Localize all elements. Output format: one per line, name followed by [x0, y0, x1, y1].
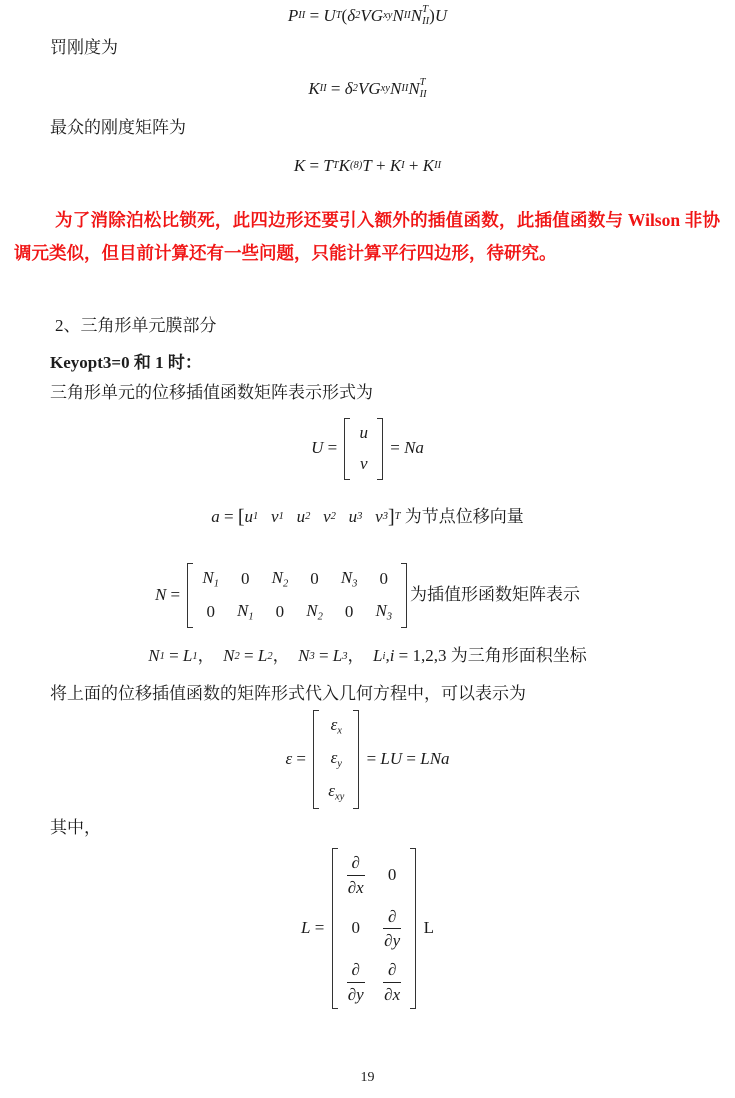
math-token: v: [359, 453, 368, 473]
math-token: T: [332, 160, 339, 172]
math-token: K: [338, 155, 350, 175]
matrix-cell: [374, 955, 410, 1009]
math-token: U: [323, 5, 336, 25]
matrix-cell: [319, 776, 353, 809]
math-token: ∂: [351, 853, 360, 873]
math-token: N: [237, 600, 249, 620]
math-token: +: [371, 155, 390, 175]
math-token: N: [298, 646, 310, 666]
formula-n-shape-function: [0, 563, 735, 629]
matrix-row: [350, 418, 377, 449]
math-token: II: [434, 160, 442, 172]
math-token: ，: [197, 646, 224, 666]
math-token: II: [401, 82, 409, 94]
matrix-cell: [350, 449, 377, 480]
math-token: v: [375, 506, 383, 526]
math-token: 2: [355, 10, 361, 21]
math-token: 1: [213, 578, 219, 590]
para-substitute-geometry: 将上面的位移插值函数的矩阵形式代入几何方程中，可以表示为: [50, 684, 526, 704]
math-token: =: [219, 506, 238, 526]
math-token: P: [287, 5, 299, 25]
math-token: 1: [192, 650, 198, 662]
matrix-row: [319, 743, 353, 776]
math-token: 1: [253, 510, 259, 522]
math-token: I: [401, 160, 405, 172]
math-token: =: [305, 155, 324, 175]
math-token: L: [419, 918, 434, 938]
matrix-row: [338, 848, 411, 902]
matrix-cell: [338, 902, 374, 956]
math-token: [347, 959, 365, 1005]
bracket-right: [353, 710, 359, 809]
math-token: 1: [278, 510, 284, 522]
math-token: 3: [357, 510, 363, 522]
math-token: =: [402, 748, 421, 768]
math-token: [336, 506, 349, 529]
math-token: U: [434, 5, 448, 25]
matrix-cell: [228, 596, 263, 629]
math-token: xy: [380, 82, 390, 94]
math-token: =: [362, 748, 381, 768]
math-token: 2: [352, 82, 358, 94]
matrix-cell: [338, 955, 374, 1009]
math-token: LNa: [420, 748, 450, 768]
math-token: i: [389, 646, 395, 666]
math-token: 3: [342, 650, 348, 662]
math-token: K: [389, 155, 402, 175]
math-token: N: [392, 5, 404, 25]
math-token: 2: [305, 510, 311, 522]
para-interp-intro: 三角形单元的位移插值函数矩阵表示形式为: [50, 383, 373, 402]
math-token: 2: [282, 578, 289, 590]
math-token: 0: [206, 601, 215, 621]
matrix-cell: [319, 743, 353, 776]
math-token: δ: [344, 78, 353, 98]
math-token: ε: [328, 780, 335, 800]
math-token: =: [385, 438, 405, 458]
math-token: [362, 506, 375, 529]
math-token: =: [323, 438, 342, 458]
section-heading-triangle-membrane: 2、三角形单元膜部分: [55, 315, 217, 335]
l-eq-right: [419, 917, 434, 940]
l-matrix-body: [338, 848, 411, 1009]
math-token: [347, 852, 365, 898]
math-token: 3: [352, 578, 358, 590]
math-token: Na: [404, 438, 424, 458]
bracket-right: [401, 563, 407, 629]
math-token: ∂: [387, 906, 397, 926]
math-token: K: [293, 155, 306, 175]
math-token: T: [335, 10, 342, 21]
math-token: N: [389, 78, 402, 98]
matrix-cell: [297, 596, 332, 629]
uv-matrix: [344, 418, 383, 480]
math-token: ∂y: [384, 931, 401, 951]
math-token: =: [305, 5, 324, 25]
math-token: 为插值形函数矩阵表示: [410, 585, 581, 605]
math-token: 0: [387, 864, 397, 884]
para-final-stiffness: 最众的刚度矩阵为: [50, 118, 186, 138]
math-token: ，: [347, 646, 374, 666]
matrix-cell: [193, 596, 228, 629]
red-note-paragraph: 为了消除泊松比锁死，此四边形还要引入额外的插值函数，此插值函数与 Wilson 非协调元类似，但目前计算还有一些问题，只能计算平行四边形，待研究。: [14, 209, 720, 263]
math-token: ∂: [387, 960, 397, 980]
u-eq-left: [311, 437, 341, 460]
math-token: T: [362, 155, 372, 175]
math-token: N: [223, 646, 235, 666]
math-token: 0: [344, 601, 354, 621]
math-token: L: [182, 646, 193, 666]
math-token: xy: [334, 791, 345, 803]
math-token: VG: [360, 5, 384, 25]
math-token: N: [375, 600, 387, 620]
math-token: T II: [419, 76, 427, 101]
bracket-right: [377, 418, 383, 480]
math-token: ]: [387, 505, 395, 528]
math-token: 1: [159, 650, 165, 662]
matrix-cell: [263, 596, 298, 629]
formula-a-node-displacement: [0, 504, 735, 531]
math-token: +: [404, 155, 423, 175]
math-token: U: [311, 438, 324, 458]
n-eq-caption: [410, 584, 580, 607]
math-token: = 1,2,3: [394, 646, 447, 666]
matrix-row: [350, 449, 377, 480]
math-token: 为节点位移向量: [400, 506, 524, 526]
keyopt-heading: Keyopt3=0 和 1 时：: [50, 353, 202, 373]
math-token: 2: [234, 650, 240, 662]
formula-k-total: [0, 155, 735, 178]
formula-strain: [0, 710, 735, 809]
para-among: 其中，: [50, 817, 101, 837]
math-token: T II: [422, 4, 430, 28]
matrix-row: [319, 776, 353, 809]
matrix-cell: [193, 563, 228, 596]
math-token: v: [271, 506, 279, 526]
math-token: L: [373, 646, 383, 666]
math-token: II: [403, 10, 411, 21]
uv-matrix-body: [350, 418, 377, 480]
matrix-row: [193, 596, 401, 629]
page-number: 19: [360, 1070, 375, 1085]
l-matrix: [332, 848, 417, 1009]
math-token: N: [408, 78, 420, 98]
math-token: =: [292, 748, 311, 768]
math-token: ∂x: [347, 877, 364, 897]
matrix-cell: [374, 848, 410, 902]
math-token: T: [323, 155, 333, 175]
math-token: u: [359, 422, 368, 442]
math-token: ∂: [351, 960, 360, 980]
math-token: =: [239, 646, 258, 666]
matrix-cell: [338, 848, 374, 902]
math-token: T: [394, 510, 401, 522]
matrix-cell: [332, 563, 367, 596]
eps-eq-left: [285, 748, 310, 771]
math-token: ε: [330, 747, 338, 767]
math-token: u: [348, 506, 358, 526]
formula-l-operator: [0, 848, 735, 1009]
math-token: =: [310, 918, 329, 938]
matrix-cell: [374, 902, 410, 956]
math-token: xy: [383, 10, 393, 21]
math-token: N: [154, 585, 167, 605]
math-token: [310, 506, 323, 529]
math-token: [: [237, 505, 245, 528]
math-token: VG: [357, 78, 381, 98]
math-token: ∂x: [384, 984, 401, 1004]
formula-pII: [0, 4, 735, 28]
math-token: [383, 959, 401, 1005]
math-token: II: [319, 82, 327, 94]
math-token: N: [306, 600, 318, 620]
math-token: =: [164, 646, 183, 666]
matrix-row: [193, 563, 401, 596]
math-token: 1: [248, 611, 254, 623]
math-token: (8): [349, 160, 363, 172]
u-eq-right: [386, 437, 424, 460]
matrix-cell: [319, 710, 353, 743]
n-matrix-body: [193, 563, 401, 629]
eps-eq-right: [362, 748, 449, 771]
matrix-row: [338, 902, 411, 956]
bracket-right: [410, 848, 416, 1009]
matrix-cell: [366, 563, 401, 596]
strain-matrix: [313, 710, 359, 809]
math-token: =: [314, 646, 333, 666]
math-token: x: [337, 725, 342, 737]
math-token: L: [332, 646, 343, 666]
math-token: u: [244, 506, 253, 526]
matrix-cell: [297, 563, 332, 596]
math-token: ，: [272, 646, 299, 666]
math-token: 0: [275, 601, 285, 621]
math-token: =: [166, 585, 185, 605]
math-token: ε: [330, 715, 338, 735]
math-token: [284, 506, 297, 529]
matrix-cell: [263, 563, 298, 596]
math-token: i: [382, 650, 386, 662]
math-token: 0: [351, 918, 360, 938]
math-token: 2: [330, 510, 336, 522]
math-token: a: [211, 506, 220, 526]
math-token: y: [337, 758, 342, 770]
math-token: 3: [309, 650, 315, 662]
strain-matrix-body: [319, 710, 353, 809]
para-penalty-stiffness: 罚刚度为: [50, 38, 118, 58]
matrix-cell: [332, 596, 367, 629]
math-token: v: [323, 506, 331, 526]
math-token: II: [298, 10, 306, 21]
math-token: 0: [310, 568, 319, 588]
math-token: N: [410, 5, 423, 25]
math-token: 2: [267, 650, 273, 662]
l-eq-left: [301, 917, 329, 940]
math-token: 2: [317, 611, 323, 623]
math-token: =: [326, 78, 345, 98]
math-token: ,: [385, 646, 390, 666]
math-token: LU: [380, 748, 403, 768]
math-token: 0: [241, 568, 250, 588]
math-token: 3: [382, 510, 388, 522]
matrix-row: [319, 710, 353, 743]
math-token: (: [341, 5, 348, 25]
n-matrix: [187, 563, 407, 629]
n-eq-left: [155, 584, 184, 607]
math-token: K: [422, 155, 435, 175]
math-token: δ: [347, 5, 356, 25]
formula-kII: [0, 77, 735, 101]
math-token: ε: [285, 748, 293, 768]
math-token: [383, 906, 401, 952]
math-token: N: [271, 567, 283, 587]
math-token: L: [300, 918, 311, 938]
matrix-cell: [350, 418, 377, 449]
math-token: L: [257, 646, 268, 666]
math-token: ): [429, 5, 435, 25]
math-token: 3: [386, 611, 393, 623]
math-token: ∂y: [347, 984, 364, 1004]
math-token: 为三角形面积坐标: [446, 646, 587, 666]
math-token: N: [202, 567, 214, 587]
matrix-row: [338, 955, 411, 1009]
math-token: N: [340, 567, 353, 587]
matrix-cell: [366, 596, 401, 629]
formula-u-vector: [0, 418, 735, 480]
math-token: u: [296, 506, 306, 526]
formula-area-coordinates: [0, 645, 735, 668]
matrix-cell: [228, 563, 263, 596]
math-token: K: [308, 78, 320, 98]
math-token: [258, 506, 271, 529]
math-token: N: [148, 646, 160, 666]
math-token: 0: [379, 568, 388, 588]
